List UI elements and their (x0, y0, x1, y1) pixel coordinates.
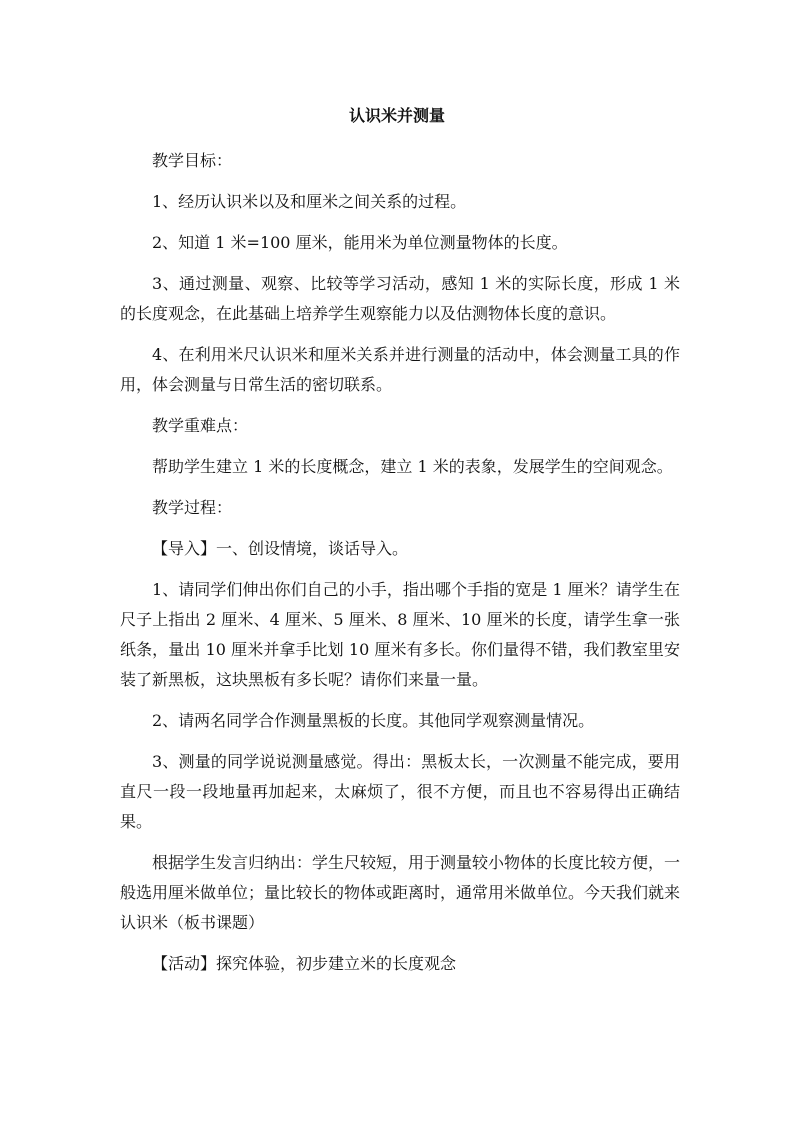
goal-1: 1、经历认识米以及和厘米之间关系的过程。 (152, 192, 467, 211)
intro-step-3: 3、测量的同学说说测量感觉。得出：黑板太长，一次测量不能完成，要用直尺一段一段地量再加起来，太麻烦了，很不方便，而且也不容易得出正确结果。 (120, 752, 680, 831)
heading-teaching-process: 教学过程： (152, 498, 233, 517)
section-activity: 【活动】探究体验，初步建立米的长度观念 (152, 954, 457, 973)
section-intro: 【导入】一、创设情境，谈话导入。 (152, 539, 409, 558)
intro-step-2: 2、请两名同学合作测量黑板的长度。其他同学观察测量情况。 (152, 711, 595, 730)
heading-key-points: 教学重难点： (152, 416, 249, 435)
goal-4: 4、在利用米尺认识米和厘米关系并进行测量的活动中，体会测量工具的作用，体会测量与日常生活的密切联系。 (120, 345, 680, 394)
goal-3: 3、通过测量、观察、比较等学习活动，感知 1 米的实际长度，形成 1 米的长度观念，在此基础上培养学生观察能力以及估测物体长度的意识。 (120, 274, 680, 323)
goal-2: 2、知道 1 米=100 厘米，能用米为单位测量物体的长度。 (152, 233, 568, 252)
summary-paragraph: 根据学生发言归纳出：学生尺较短，用于测量较小物体的长度比较方便，一般选用厘米做单位；量比较长的物体或距离时，通常用米做单位。今天我们就来认识米（板书课题） (120, 853, 681, 932)
document-body (120, 146, 680, 990)
intro-step-1: 1、请同学们伸出你们自己的小手，指出哪个手指的宽是 1 厘米？请学生在尺子上指出 2 厘米、4 厘米、5 厘米、8 厘米、10 厘米的长度，请学生拿一张纸条，量出 10 厘米并拿手比划 10 厘米有多长。你们量得不错，我们教室里安装了新黑板，这块黑板有多长呢？请你们来量一量。 (120, 580, 680, 689)
document-title: 认识米并测量 (348, 106, 445, 125)
key-points-text: 帮助学生建立 1 米的长度概念，建立 1 米的表象，发展学生的空间观念。 (152, 457, 673, 476)
heading-teaching-goals: 教学目标： (152, 151, 233, 170)
